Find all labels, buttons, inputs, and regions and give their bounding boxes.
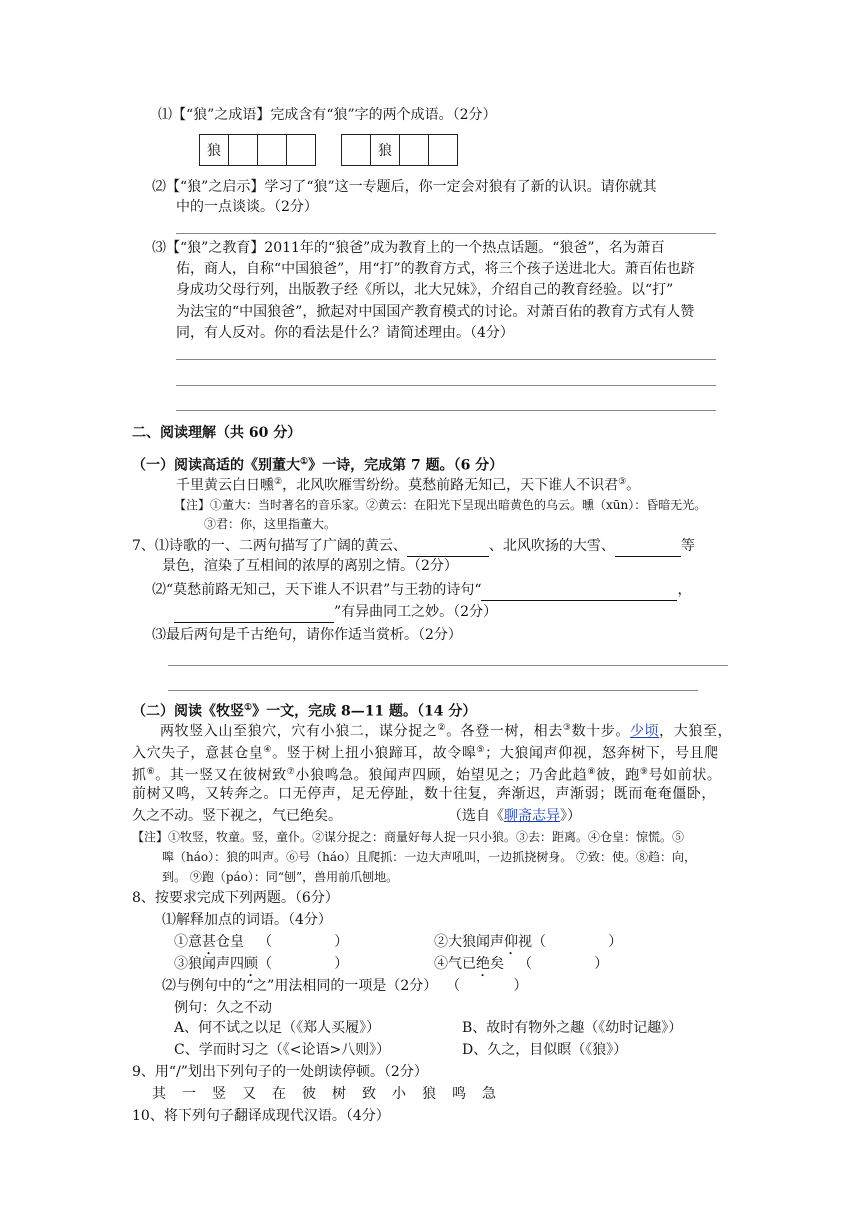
question-7-line-2: 景色，渲染了互相间的浓厚的离别之情。（2分） (162, 558, 458, 574)
answer-blank[interactable] (407, 536, 489, 557)
poem-text (176, 472, 640, 496)
idiom-grid-2 (342, 134, 458, 166)
passage-segment: 彼，跑 (596, 767, 640, 784)
part-1-title-text: 》一诗，完成第 7 题。（6 分） (308, 457, 504, 474)
poem-segment: ，北风吹雁雪纷纷。莫愁前路无知己，天下谁人不识君 (282, 477, 619, 494)
q7-text: 等 (680, 538, 695, 554)
question-10-title: 10、将下列句子翻译成现代汉语。（4分） (132, 1108, 390, 1124)
footnote-mark: ⑤ (476, 745, 486, 755)
answer-blank[interactable]: （ ） (258, 934, 349, 950)
vocab-text: ④气已 (434, 956, 476, 972)
passage-segment: 两牧竖入山至狼穴，穴有小狼二，谋分捉之 (160, 723, 438, 740)
pause-sentence[interactable]: 其一竖又在彼树致小狼鸣急 (152, 1086, 512, 1102)
passage-note-line-1: 【注】①牧竖，牧童。竖，童仆。②谋分捉之：商量好每人捉一只小狼。③去：距离。④仓皇：惊慌。⑤ (132, 830, 685, 844)
vocab-text: ③狼闻声四 (174, 956, 244, 972)
passage-source-text: 》） (560, 808, 581, 824)
footnote-mark: ⑧ (587, 767, 597, 777)
idiom-cell[interactable]: 狼 (199, 134, 229, 166)
answer-blank[interactable]: （ ） (518, 956, 609, 972)
idiom-cell[interactable]: 狼 (370, 134, 400, 166)
vocab-text: ①意 (174, 934, 202, 950)
answer-blank[interactable] (615, 536, 681, 557)
question-8-sub-2: ⑵与例句中的“之”用法相同的一项是（2分） （ ） (162, 978, 528, 994)
answer-blank[interactable]: （ ） (532, 934, 623, 950)
question-7-part-3: ⑶最后两句是千古绝句，请你作适当赏析。（2分） (152, 627, 462, 643)
idiom-cell[interactable] (399, 134, 429, 166)
footnote-mark: ③ (562, 723, 572, 733)
footnote-mark: ① (244, 703, 253, 713)
question-7-line-1 (132, 536, 695, 557)
q7-text: ， (677, 582, 692, 598)
passage-link[interactable]: 少顷 (629, 723, 660, 740)
vocab-text: 仓皇 (216, 934, 244, 950)
part-2-title-text: 》一文，完成 8—11 题。（14 分） (252, 703, 477, 720)
idiom-cell[interactable] (228, 134, 258, 166)
answer-line[interactable] (176, 233, 716, 234)
idiom-cell[interactable] (341, 134, 371, 166)
footnote-mark: ① (300, 457, 309, 467)
answer-blank[interactable] (481, 580, 677, 601)
question-3-line-1: ⑶【“狼”之教育】2011年的“狼爸”成为教育上的一个热点话题。“狼爸”，名为萧百 (152, 240, 665, 256)
dotted-word: 仰 (504, 934, 518, 950)
passage-line-4: 前树又鸣，又转奔之。口无停声，足无停趾，数十往复，奔渐迟，声渐弱；既而奄奄僵卧， (132, 786, 716, 802)
answer-line[interactable] (168, 690, 698, 691)
passage-segment: 。各登一树，相去 (446, 723, 563, 740)
footnote-mark: ⑦ (286, 767, 296, 777)
q7-text: ⑵“莫愁前路无知己，天下谁人不识君”与王勃的诗句“ (152, 582, 482, 598)
footnote-mark: ② (437, 723, 447, 733)
question-8-sub-1: ⑴解释加点的词语。（4分） (162, 912, 332, 928)
answer-line[interactable] (176, 410, 716, 411)
question-2-line-1: ⑵【“狼”之启示】学习了“狼”这一专题后，你一定会对狼有了新的认识。请你就其 (152, 179, 657, 195)
answer-line[interactable] (176, 385, 716, 386)
question-9-title: 9、用“/”划出下列句子的一处朗读停顿。（2分） (132, 1064, 428, 1080)
idiom-grid-1 (200, 134, 316, 166)
dotted-word: 绝 (476, 956, 490, 972)
part-1-title-text: （一）阅读高适的《别董大 (132, 457, 300, 474)
footnote-mark: ④ (263, 745, 273, 755)
footnote-mark: ⑥ (146, 767, 156, 777)
passage-note-line-3: 到。 ⑨跑（páo）：同“刨”，兽用前爪刨地。 (162, 870, 399, 884)
passage-segment: 小狼鸣急。狼闻声四顾，始望见之；乃舍此趋 (295, 767, 588, 784)
passage-line-1 (160, 718, 732, 742)
question-3-line-4: 为法宝的“中国狼爸”，掀起对中国国产教育模式的讨论。对萧百佑的教育方式有人赞 (176, 304, 695, 320)
question-3-line-5: 同，有人反对。你的看法是什么？请简述理由。（4分） (176, 325, 514, 341)
passage-segment: 。竖于树上扭小狼蹄耳，故令嗥 (272, 745, 477, 762)
idiom-cell[interactable] (286, 134, 316, 166)
passage-segment: 号如前状。 (648, 767, 722, 784)
passage-source-text: （选自《 (448, 808, 504, 824)
q7-text: 7、⑴诗歌的一、二两句描写了广阔的黄云、 (132, 538, 407, 554)
dotted-word: 顾 (244, 956, 258, 972)
answer-line[interactable] (168, 665, 728, 666)
option-b[interactable]: B、故时有物外之趣（《幼时记趣》） (462, 1020, 683, 1036)
poem-segment: 。 (626, 477, 641, 494)
poem-note-line-2: ③君：你，这里指董大。 (204, 517, 337, 531)
option-c[interactable]: C、学而时习之（《<论语>八则》） (174, 1042, 391, 1058)
vocab-text: 视 (518, 934, 532, 950)
vocab-text: ②大狼闻声 (434, 934, 504, 950)
part-2-title-text: （二）阅读《牧竖 (132, 703, 244, 720)
q7-text: 、北风吹扬的大雪、 (488, 538, 615, 554)
passage-line-3 (132, 762, 722, 786)
poem-segment: 千里黄云白日曛 (176, 477, 274, 494)
passage-source (448, 806, 581, 826)
passage-segment: 。其一竖又在彼树致 (155, 767, 287, 784)
passage-note-line-2: 嗥（háo）：狼的叫声。⑥号（háo）且爬抓：一边大声吼叫，一边抓挠树身。 ⑦致：使。⑧趋：向， (162, 850, 697, 864)
answer-blank[interactable] (174, 602, 334, 623)
question-8-title: 8、按要求完成下列两题。（6分） (132, 890, 339, 906)
option-a[interactable]: A、何不试之以足（《郑人买履》） (174, 1020, 381, 1036)
answer-line[interactable] (176, 359, 716, 360)
footnote-mark: ② (274, 477, 283, 487)
passage-segment: 抓 (132, 767, 147, 784)
answer-blank[interactable]: （ ） (258, 956, 349, 972)
dotted-word: 甚 (202, 934, 216, 950)
passage-segment: ；大狼闻声仰视，怒奔树下，号且爬 (485, 745, 719, 762)
section-title: 二、阅读理解（共 60 分） (132, 425, 302, 441)
idiom-cell[interactable] (257, 134, 287, 166)
question-1-text: ⑴【“狼”之成语】完成含有“狼”字的两个成语。（2分） (158, 107, 497, 123)
vocab-text: 矣 (490, 956, 504, 972)
passage-segment: 数十步。 (571, 723, 630, 740)
example-sentence: 例句：久之不动 (174, 1000, 272, 1016)
question-7-part-2-cont (174, 602, 497, 623)
passage-line-2 (132, 740, 719, 764)
q7-text: ”有异曲同工之妙。（2分） (334, 604, 498, 620)
poem-note-line-1: 【注】①董大：当时著名的音乐家。②黄云：在阳光下呈现出暗黄色的乌云。曛（xūn）：昏暗无光。 (174, 498, 707, 512)
passage-segment: 久之不动。竖下视之，气已绝矣。 (132, 808, 342, 824)
passage-segment: 入穴失子，意甚仓皇 (132, 745, 264, 762)
passage-segment: ，大狼至， (659, 723, 733, 740)
question-7-part-2 (152, 580, 691, 601)
question-2-line-2: 中的一点谈谈。（2分） (176, 199, 318, 215)
option-d[interactable]: D、久之，目似瞑（《狼》） (462, 1042, 628, 1058)
question-3-line-2: 佑，商人，自称“中国狼爸”，用“打”的教育方式，将三个孩子送进北大。萧百佑也跻 (176, 261, 695, 277)
footnote-mark: ③ (618, 477, 627, 487)
passage-line-5 (132, 806, 342, 826)
idiom-cell[interactable] (428, 134, 458, 166)
question-3-line-3: 身成功父母行列，出版教子经《所以，北大兄妹》，介绍自己的教育经验。以“打” (176, 282, 674, 298)
footnote-mark: ⑨ (639, 767, 649, 777)
source-link[interactable]: 聊斋志异 (504, 808, 560, 824)
